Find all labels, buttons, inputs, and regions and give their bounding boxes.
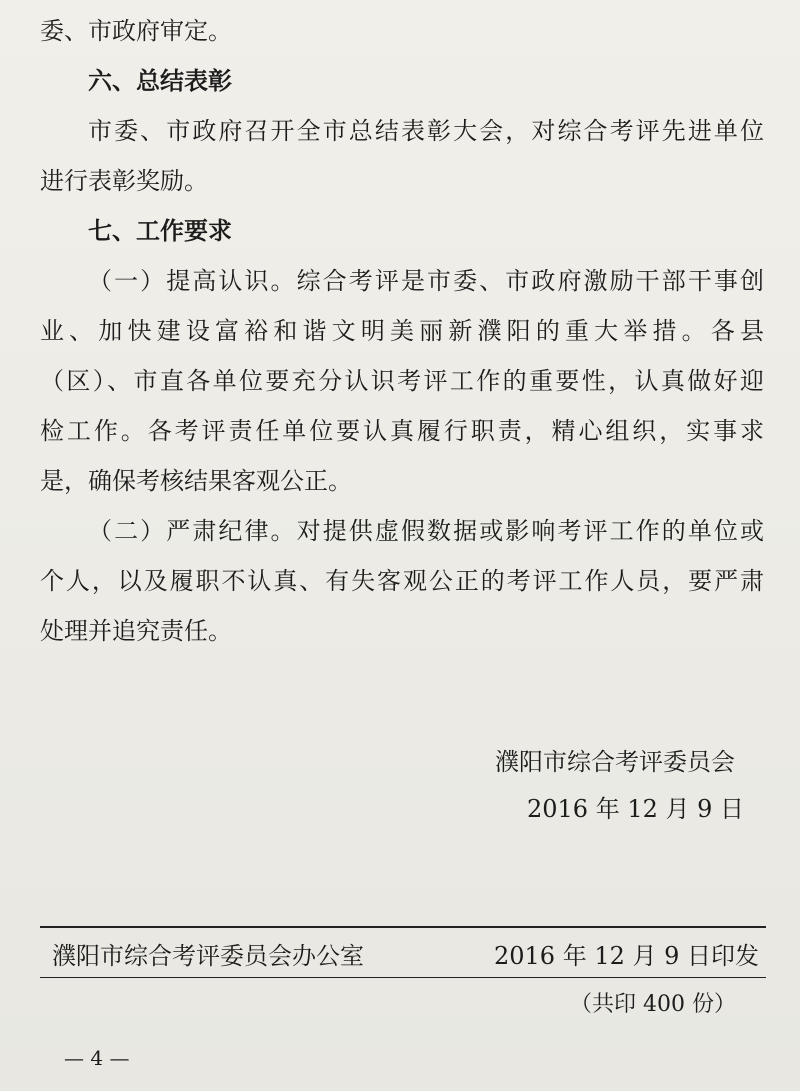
section-heading-commendation: 六、总结表彰 [88, 66, 232, 95]
paragraph-awareness-line-2: 业、加快建设富裕和谐文明美丽新濮阳的重大举措。各县 [40, 317, 764, 345]
footer-issuer: 濮阳市综合考评委员会办公室 [52, 942, 364, 970]
paragraph-awareness-line-3: （区）、市直各单位要充分认识考评工作的重要性，认真做好迎 [40, 367, 764, 395]
paragraph-discipline-line-3: 处理并追究责任。 [40, 617, 232, 645]
document-body [40, 6, 764, 656]
paragraph-awareness-line-1: （一）提高认识。综合考评是市委、市政府激励干部干事创 [88, 267, 764, 295]
text-line-continuation: 委、市政府审定。 [40, 17, 232, 45]
page-number: — 4 — [64, 1046, 130, 1070]
footer-top-rule [40, 926, 766, 928]
paragraph-discipline-line-2: 个人，以及履职不认真、有失客观公正的考评工作人员，要严肃 [40, 567, 764, 595]
footer-bottom-rule [40, 977, 766, 978]
footer-copies: （共印 400 份） [570, 992, 736, 1017]
footer-issue-date: 2016 年 12 月 9 日印发 [494, 942, 760, 970]
paragraph-discipline-line-1: （二）严肃纪律。对提供虚假数据或影响考评工作的单位或 [88, 517, 764, 545]
signature-date: 2016 年 12 月 9 日 [527, 795, 745, 823]
signature-organization: 濮阳市综合考评委员会 [495, 748, 735, 776]
paragraph-commendation-line-2: 进行表彰奖励。 [40, 167, 208, 195]
section-heading-requirements: 七、工作要求 [88, 216, 232, 245]
paragraph-commendation-line-1: 市委、市政府召开全市总结表彰大会，对综合考评先进单位 [88, 117, 764, 145]
paragraph-awareness-line-4: 检工作。各考评责任单位要认真履行职责，精心组织，实事求 [40, 417, 764, 445]
paragraph-awareness-line-5: 是，确保考核结果客观公正。 [40, 467, 352, 495]
